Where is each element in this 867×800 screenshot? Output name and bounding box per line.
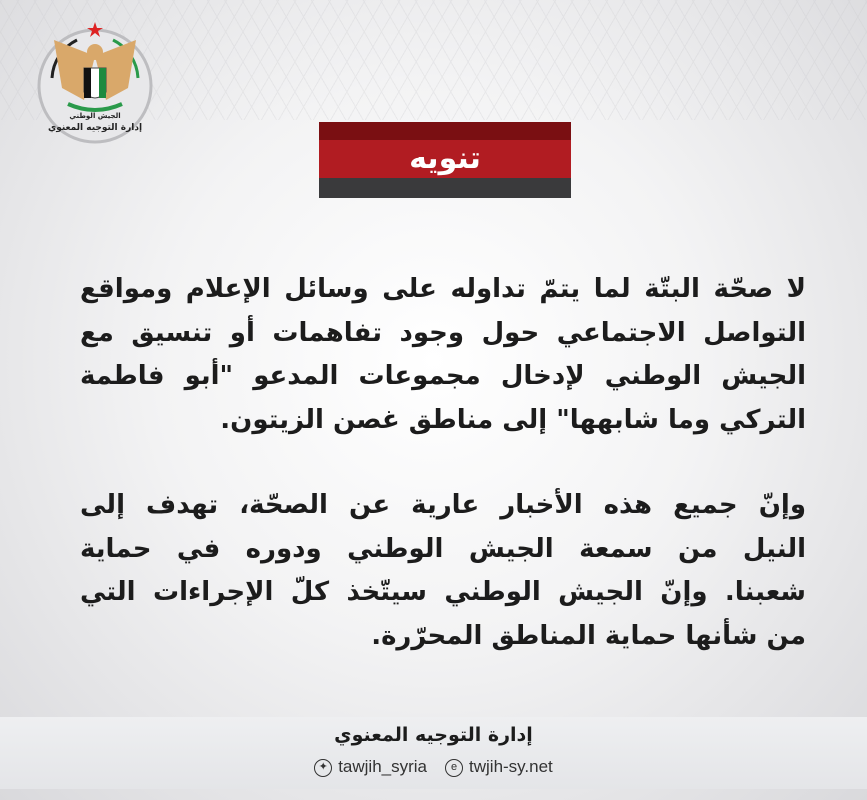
footer [0,717,867,789]
web-icon: e [445,759,463,777]
logo-bottom-text: إدارة التوجيه المعنوي [47,123,143,133]
twitter-handle[interactable] [314,757,427,777]
text-line: الجيش الوطني لإدخال مجموعات المدعو "أبو فاطمة [80,361,806,391]
text-line: وإنّ جميع هذه الأخبار عارية عن الصحّة، تهدف إلى [80,490,806,520]
paragraph-2 [80,484,806,658]
text-line: لا صحّة البتّة لما يتمّ تداوله على وسائل الإعلام ومواقع [80,274,806,304]
page-title: تنويه [319,140,571,178]
title-banner [319,122,571,198]
text-line: شعبنا. وإنّ الجيش الوطني سيتّخذ كلّ الإجراءات التي [80,577,806,607]
website-link[interactable] [445,757,553,777]
footer-org-name: إدارة التوجيه المعنوي [334,724,533,746]
text-line: من شأنها حماية المناطق المحرّرة. [371,620,806,651]
paragraph-1 [80,268,806,442]
twitter-icon: ✦ [314,759,332,777]
text-line: التواصل الاجتماعي حول وجود تفاهمات أو تنسيق مع [80,317,806,348]
logo [32,18,158,144]
twitter-handle-text: tawjih_syria [338,757,428,776]
text-line: التركي وما شابهها" إلى مناطق غصن الزيتون. [220,404,806,435]
logo-top-text: الجيش الوطني [69,112,121,120]
website-text: twjih-sy.net [469,757,553,776]
text-line: النيل من سمعة الجيش الوطني ودوره في حماية [80,533,806,564]
